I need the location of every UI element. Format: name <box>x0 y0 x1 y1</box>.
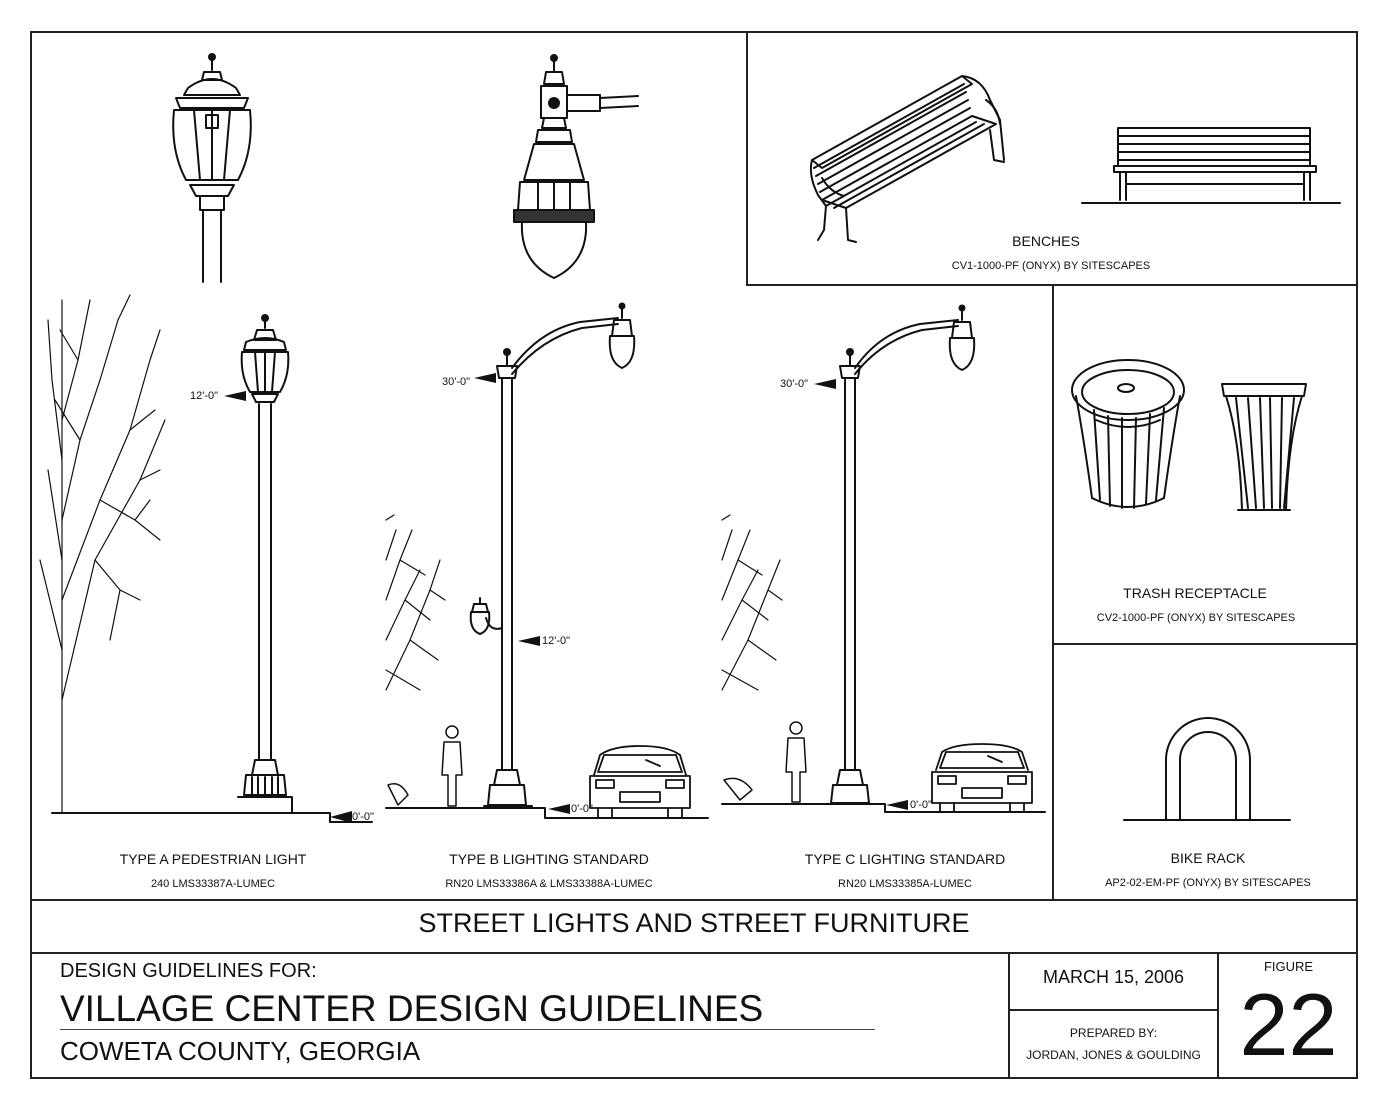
tree-type-c <box>722 515 782 690</box>
tree-type-a <box>40 295 165 812</box>
car-elevation-type-c <box>932 744 1032 812</box>
dim-marker-a-top <box>224 391 246 401</box>
date-text: MARCH 15, 2006 <box>1042 967 1185 987</box>
type-c-title: TYPE C LIGHTING STANDARD <box>804 851 1006 867</box>
type-a-title: TYPE A PEDESTRIAN LIGHT <box>119 851 307 867</box>
shrub-type-c <box>724 778 752 800</box>
dim-label-type-a-ground: 0'-0" <box>352 811 374 823</box>
trash-receptacle-perspective-view <box>1072 360 1184 508</box>
type-c-model: RN20 LMS33385A-LUMEC <box>838 878 972 890</box>
project-title: VILLAGE CENTER DESIGN GUIDELINES <box>60 988 764 1029</box>
dim-label-type-a-top: 12'-0" <box>190 390 219 402</box>
dim-marker-b-mid <box>518 636 540 646</box>
sheet-title: STREET LIGHTS AND STREET FURNITURE <box>418 908 970 938</box>
dim-marker-c-ground <box>886 800 908 810</box>
bench-elevation-view <box>1082 128 1340 203</box>
type-b-model: RN20 LMS33386A & LMS33388A-LUMEC <box>445 878 653 890</box>
bike-rack-elevation-view <box>1124 718 1290 820</box>
ground-line-type-b <box>386 808 708 818</box>
dim-label-type-b-top: 30'-0" <box>442 376 471 388</box>
ground-line-type-a <box>52 813 372 822</box>
trash-title: TRASH RECEPTACLE <box>1123 585 1267 601</box>
bike-rack-model: AP2-02-EM-PF (ONYX) BY SITESCAPES <box>1105 877 1311 889</box>
prepared-by-label: PREPARED BY: <box>1069 1026 1158 1040</box>
trash-model: CV2-1000-PF (ONYX) BY SITESCAPES <box>1096 612 1296 624</box>
figure-number: 22 <box>1239 975 1338 1074</box>
type-a-model: 240 LMS33387A-LUMEC <box>150 878 276 890</box>
ground-line-type-c <box>722 804 1045 812</box>
prepared-by-name: JORDAN, JONES & GOULDING <box>1026 1048 1201 1062</box>
type-a-pedestrian-light <box>234 315 292 813</box>
bench-perspective-view <box>811 76 1004 242</box>
shrub-type-b <box>388 784 408 805</box>
dim-marker-b-ground <box>548 804 570 814</box>
dim-label-type-b-ground: 0'-0" <box>571 803 593 815</box>
figure-label: FIGURE <box>1263 959 1314 974</box>
project-location: COWETA COUNTY, GEORGIA <box>60 1036 421 1066</box>
benches-title: BENCHES <box>1012 233 1080 249</box>
type-b-title: TYPE B LIGHTING STANDARD <box>449 851 649 867</box>
pendant-detail-type-b <box>514 55 638 278</box>
dim-marker-b-top <box>474 373 496 383</box>
benches-model: CV1-1000-PF (ONYX) BY SITESCAPES <box>951 260 1151 272</box>
trash-receptacle-elevation-view <box>1222 384 1306 510</box>
dim-label-type-b-mid: 12'-0" <box>542 635 571 647</box>
design-guidelines-label: DESIGN GUIDELINES FOR: <box>60 960 317 982</box>
type-c-lighting-standard <box>828 306 974 805</box>
dim-label-type-c-ground: 0'-0" <box>910 799 932 811</box>
lantern-detail-type-a <box>173 54 251 282</box>
pedestrian-figure-type-c <box>786 722 806 802</box>
dim-label-type-c-top: 30'-0" <box>780 378 809 390</box>
car-elevation-type-b <box>590 746 690 818</box>
bike-rack-title: BIKE RACK <box>1170 850 1246 866</box>
tree-type-b <box>386 515 445 690</box>
dim-marker-c-top <box>814 379 836 389</box>
pedestrian-figure-type-b <box>442 726 462 806</box>
